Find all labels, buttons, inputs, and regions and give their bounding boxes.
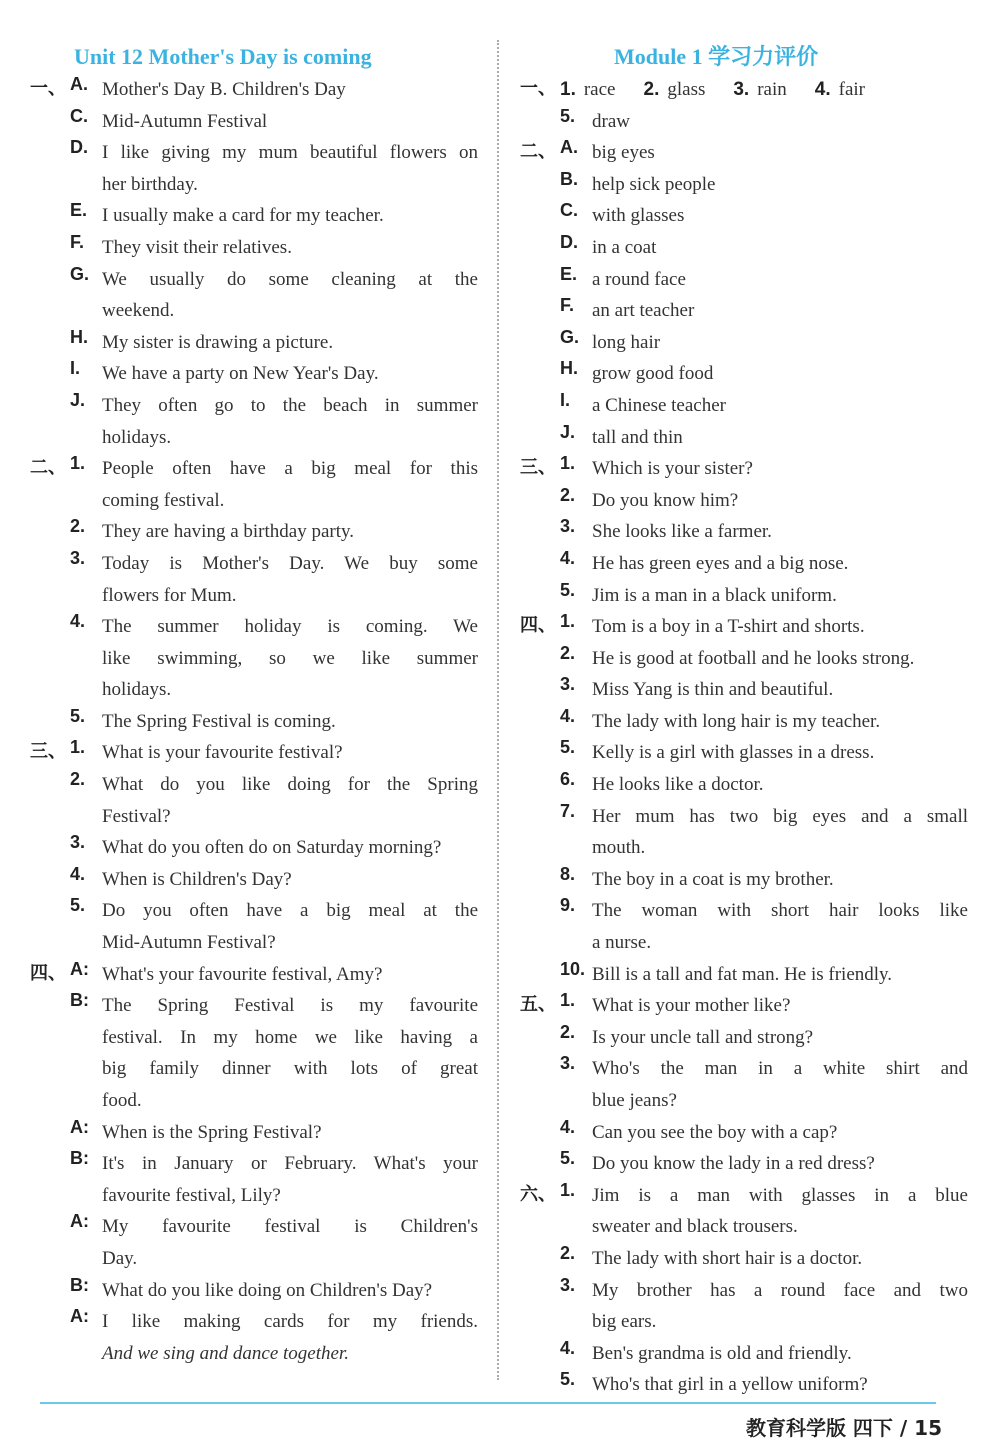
item-marker: 2. [560,642,576,663]
inline-items [520,74,968,106]
section-number: 一、 [30,78,66,98]
answer-text: What do you like doing for the Spring [102,774,478,796]
answer-row [30,737,478,769]
answer-text: Do you often have a big meal at the [102,900,478,922]
answer-row [520,580,968,612]
item-marker: 4. [70,611,86,632]
answer-row [30,453,478,516]
item-marker: A: [70,958,89,979]
answer-text: festival. In my home we like having a [102,1026,478,1048]
item-marker: B: [70,990,89,1011]
inline-item [733,74,786,106]
answer-text: The summer holiday is coming. We [102,616,478,638]
item-marker: 2. [70,769,86,790]
answer-text: Miss Yang is thin and beautiful. [592,679,834,701]
footer-rule [40,1402,936,1404]
answer-row [520,485,968,517]
answer-text: big family dinner with lots of great [102,1058,478,1080]
item-marker: 5. [70,895,86,916]
answer-row [30,106,478,138]
answer-text: glass [667,79,706,100]
item-marker: 2. [560,484,576,505]
answer-row [30,327,478,359]
answer-text: big ears. [592,1311,657,1333]
item-marker: 5. [560,579,576,600]
answer-row [520,106,968,138]
answer-text: And we sing and dance together. [102,1342,349,1364]
answer-text: blue jeans? [592,1090,677,1111]
item-marker: 2. [560,1242,576,1263]
answer-text: When is Children's Day? [102,868,292,890]
answer-row [30,706,478,738]
answer-text: Day. [102,1247,138,1269]
answer-row [520,516,968,548]
item-marker: B. [560,168,578,189]
answer-row [30,1211,478,1274]
answer-row [520,769,968,801]
answer-row [30,1148,478,1211]
section-number: 五、 [520,994,556,1015]
answer-text: She looks like a farmer. [592,521,772,543]
answer-text: They are having a birthday party. [102,521,355,543]
answer-row [520,137,968,169]
answer-row [30,1275,478,1307]
answer-row [520,232,968,264]
item-marker: 3. [560,674,576,695]
item-marker: H. [70,326,88,347]
answer-text: We have a party on New Year's Day. [102,363,379,385]
item-marker: 4. [560,547,576,568]
item-marker: 5. [70,705,86,726]
answer-row [30,769,478,832]
item-marker: 4. [814,79,831,100]
answer-text: Who's the man in a white shirt and [592,1058,968,1080]
answer-row [520,327,968,359]
answer-row [520,1369,968,1401]
answer-text: Mother's Day B. Children's Day [102,79,346,100]
answer-text: Her mum has two big eyes and a small [592,805,968,827]
item-marker: 3. [70,547,86,568]
answer-row [520,959,968,991]
answer-text: Kelly is a girl with glasses in a dress. [592,742,875,764]
answer-text: The Spring Festival is coming. [102,710,336,732]
answer-text: Is your uncle tall and strong? [592,1026,814,1048]
answer-text: The Spring Festival is my favourite [102,995,478,1017]
answer-text: The woman with short hair looks like [592,900,968,922]
section-number: 三、 [520,457,556,478]
answer-text: My sister is drawing a picture. [102,331,334,353]
answer-row [30,611,478,706]
item-marker: 3. [70,832,86,853]
answer-text: They visit their relatives. [102,236,292,258]
answer-row [30,548,478,611]
answer-text: Which is your sister? [592,458,753,480]
item-marker: 3. [560,1053,576,1074]
item-marker: E. [70,200,88,221]
item-marker: 6. [560,769,576,790]
answer-text: My favourite festival is Children's [102,1216,478,1238]
answer-row [30,137,478,200]
item-marker: 4. [70,863,86,884]
answer-text: Jim is a man in a black uniform. [592,584,837,606]
answer-row [520,674,968,706]
answer-text: The lady with long hair is my teacher. [592,710,881,732]
item-marker: F. [70,231,85,252]
item-marker: 5. [560,105,576,126]
answer-text: like swimming, so we like summer [102,647,478,669]
answer-row [520,1053,968,1116]
answer-text: Tom is a boy in a T-shirt and shorts. [592,616,865,638]
answer-text: Jim is a man with glasses in a blue [592,1184,968,1206]
answer-text: favourite festival, Lily? [102,1184,281,1206]
answer-text: He is good at football and he looks strong. [592,647,915,669]
answer-text: What is your favourite festival? [102,742,343,764]
item-marker: 2. [560,1021,576,1042]
item-marker: E. [560,263,578,284]
item-marker: C. [560,200,578,221]
item-marker: 7. [560,800,576,821]
right-answers [520,106,968,1401]
answer-row [30,390,478,453]
answer-row [520,801,968,864]
answer-text: What do you like doing on Children's Day? [102,1279,433,1301]
page-footer: 教育科学版 四下 / 15 [745,1416,942,1440]
answer-text: The lady with short hair is a doctor. [592,1247,863,1269]
answer-text: holidays. [102,679,172,701]
answer-row [520,390,968,422]
item-marker: 5. [560,737,576,758]
item-marker: 5. [560,1148,576,1169]
answer-text: He has green eyes and a big nose. [592,552,849,574]
answer-row [520,453,968,485]
answer-text: What is your mother like? [592,995,791,1017]
answer-row [30,264,478,327]
answer-text: Do you know the lady in a red dress? [592,1153,875,1175]
answer-row [30,864,478,896]
section-number: 六、 [520,1183,556,1204]
item-marker: C. [70,105,88,126]
section-number: 一、 [520,78,556,98]
item-marker: J. [70,389,86,410]
answer-text: Mid-Autumn Festival? [102,932,276,954]
right-column [520,40,968,1401]
item-marker: D. [560,231,578,252]
answer-row [30,832,478,864]
answer-row [520,358,968,390]
answer-row [30,516,478,548]
answer-text: help sick people [592,173,716,195]
answer-row [520,737,968,769]
inline-item [560,74,616,106]
column-divider [497,40,499,1380]
answer-text: a round face [592,268,686,290]
answer-row [520,169,968,201]
answer-text: weekend. [102,300,175,322]
item-marker: A. [560,137,578,158]
answer-text: sweater and black trousers. [592,1216,798,1238]
answer-text: fair [838,79,865,100]
answer-row [30,358,478,390]
answer-row [30,74,478,106]
answer-text: The boy in a coat is my brother. [592,868,834,890]
answer-text: draw [592,110,630,132]
answer-text: Today is Mother's Day. We buy some [102,552,478,574]
answer-text: race [583,79,616,100]
answer-text: Do you know him? [592,489,739,511]
section-number: 四、 [520,615,556,636]
answer-row-inline [520,74,968,106]
item-marker: B: [70,1148,89,1169]
item-marker: I. [70,358,81,379]
answer-row [520,864,968,896]
item-marker: 1. [70,453,86,474]
answer-text: a nurse. [592,932,652,954]
answer-text: Mid-Autumn Festival [102,110,268,132]
item-marker: 5. [560,1369,576,1390]
item-marker: 3. [560,1274,576,1295]
answer-text: My brother has a round face and two [592,1279,968,1301]
inline-item [815,74,865,106]
answer-row [520,1117,968,1149]
answer-text: They often go to the beach in summer [102,394,478,416]
answer-row [520,611,968,643]
answer-text: Can you see the boy with a cap? [592,1121,838,1143]
answer-text: I like making cards for my friends. [102,1311,478,1333]
item-marker: J. [560,421,576,442]
answer-text: her birthday. [102,173,198,195]
answer-row [520,200,968,232]
answer-text: with glasses [592,205,685,227]
answer-row [520,1275,968,1338]
section-number: 三、 [30,741,66,762]
answer-text: Festival? [102,805,171,827]
answer-text: coming festival. [102,489,225,511]
item-marker: 3. [733,79,750,100]
item-marker: F. [560,295,575,316]
item-marker: 10. [560,958,586,979]
item-marker: A: [70,1211,89,1232]
answer-text: big eyes [592,142,655,164]
item-marker: 1. [560,1179,576,1200]
item-marker: D. [70,137,88,158]
answer-text: Ben's grandma is old and friendly. [592,1342,852,1364]
answer-row [520,1338,968,1370]
answer-row [30,990,478,1116]
answer-text: When is the Spring Festival? [102,1121,322,1143]
answer-row [520,295,968,327]
answer-row [30,232,478,264]
item-marker: H. [560,358,578,379]
answer-text: grow good food [592,363,714,385]
answer-text: Who's that girl in a yellow uniform? [592,1374,868,1396]
answer-text: rain [757,79,787,100]
answer-text: I like giving my mum beautiful flowers on [102,142,478,164]
answer-row [520,1180,968,1243]
item-marker: 1. [560,990,576,1011]
item-marker: 9. [560,895,576,916]
answer-text: a Chinese teacher [592,394,726,416]
answer-text: tall and thin [592,426,683,448]
answer-row [520,990,968,1022]
answer-row [30,1306,478,1369]
item-marker: A. [70,74,88,94]
answer-row [520,1148,968,1180]
unit-title: Unit 12 Mother's Day is coming [74,44,372,69]
section-number: 二、 [30,457,66,478]
item-marker: 2. [643,79,660,100]
item-marker: B: [70,1274,89,1295]
item-marker: 2. [70,516,86,537]
item-marker: 8. [560,863,576,884]
item-marker: 3. [560,516,576,537]
item-marker: A: [70,1116,89,1137]
answer-text: long hair [592,331,661,353]
item-marker: 1. [560,453,576,474]
item-marker: A: [70,1306,89,1327]
module-title: Module 1 学习力评价 [614,44,819,69]
answer-row [30,1117,478,1149]
answer-text: People often have a big meal for this [102,458,478,480]
answer-text: What's your favourite festival, Amy? [102,963,383,985]
answer-text: What do you often do on Saturday morning? [102,837,442,859]
item-marker: 1. [560,79,576,100]
answer-row [30,895,478,958]
item-marker: 1. [560,611,576,632]
item-marker: G. [70,263,90,284]
inline-item [644,74,706,106]
answer-row [520,1022,968,1054]
item-marker: 1. [70,737,86,758]
answer-row [30,959,478,991]
item-marker: 4. [560,1337,576,1358]
answer-text: food. [102,1090,142,1111]
answer-row [520,643,968,675]
left-column [30,40,478,1369]
answer-text: It's in January or February. What's your [102,1153,478,1175]
item-marker: 4. [560,1116,576,1137]
answer-row [520,264,968,296]
answer-row [30,200,478,232]
item-marker: I. [560,389,571,410]
answer-text: We usually do some cleaning at the [102,268,478,290]
answer-row [520,422,968,454]
answer-row [520,706,968,738]
item-marker: G. [560,326,580,347]
left-answers [30,74,478,1369]
section-number: 四、 [30,962,66,983]
answer-text: mouth. [592,837,646,859]
answer-row [520,895,968,958]
answer-text: flowers for Mum. [102,584,237,606]
item-marker: 4. [560,705,576,726]
answer-text: He looks like a doctor. [592,774,764,796]
answer-text: an art teacher [592,300,695,322]
answer-row [520,1243,968,1275]
answer-text: in a coat [592,236,657,258]
answer-text: I usually make a card for my teacher. [102,205,384,227]
answer-row [520,548,968,580]
answer-text: holidays. [102,426,172,448]
answer-text: Bill is a tall and fat man. He is friendly. [592,963,893,985]
section-number: 二、 [520,141,556,162]
